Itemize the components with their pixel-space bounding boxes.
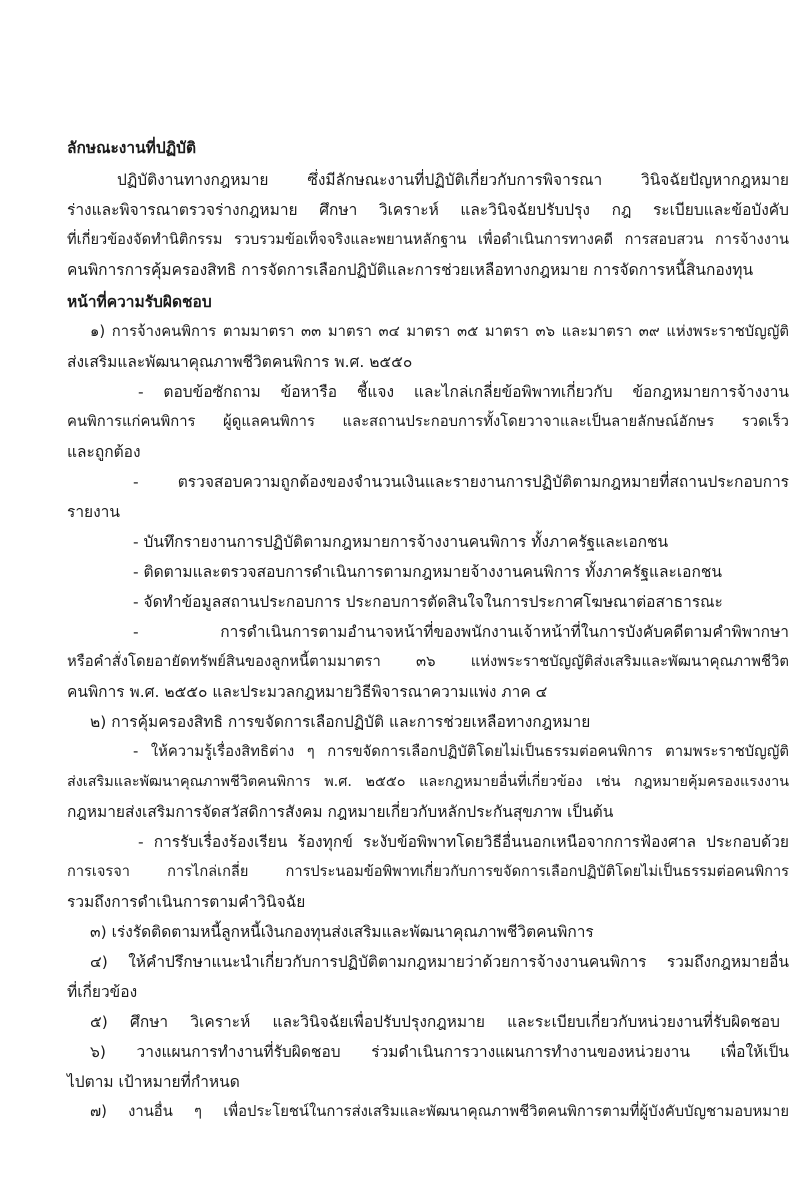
responsibilities-heading: หน้าที่ความรับผิดชอบ [67,293,212,311]
responsibility-line: การเจรจา การไกล่เกลี่ย การประนอมข้อพิพาทเกี่ยวกับการขจัดการเลือกปฏิบัติโดยไม่เป็นธรรมต่อคนพิการ [67,863,789,880]
responsibility-line: ๖) วางแผนการทำงานที่รับผิดชอบ ร่วมดำเนินการวางแผนการทำงานของหน่วยงาน เพื่อให้เป็น [90,1043,789,1061]
responsibility-line: ๓) เร่งรัดติดตามหนี้ลูกหนี้เงินกองทุนส่งเสริมและพัฒนาคุณภาพชีวิตคนพิการ [90,923,594,941]
responsibility-line: - บันทึกรายงานการปฏิบัติตามกฎหมายการจ้างงานคนพิการ ทั้งภาครัฐและเอกชน [133,533,669,551]
duties-line: ร่างและพิจารณาตรวจร่างกฎหมาย ศึกษา วิเคราะห์ และวินิจฉัยปรับปรุง กฎ ระเบียบและข้อบังคับ [67,201,789,219]
responsibility-line: คนพิการ พ.ศ. ๒๕๕๐ และประมวลกฎหมายวิธีพิจารณาความแพ่ง ภาค ๔ [67,683,548,701]
responsibility-line: กฎหมายส่งเสริมการจัดสวัสดิการสังคม กฎหมายเกี่ยวกับหลักประกันสุขภาพ เป็นต้น [67,803,614,821]
responsibility-line: คนพิการแก่คนพิการ ผู้ดูแลคนพิการ และสถานประกอบการทั้งโดยวาจาและเป็นลายลักษณ์อักษร รวดเร็ว [67,413,789,430]
responsibility-line: และถูกต้อง [67,443,141,461]
responsibility-line: - ตอบข้อซักถาม ข้อหารือ ชี้แจง และไกล่เกลี่ยข้อพิพาทเกี่ยวกับ ข้อกฎหมายการจ้างงาน [138,383,789,401]
responsibility-line: รวมถึงการดำเนินการตามคำวินิจฉัย [67,893,306,911]
responsibility-line: - การรับเรื่องร้องเรียน ร้องทุกข์ ระงับข้อพิพาทโดยวิธีอื่นนอกเหนือจากการฟ้องศาล ประกอบด้วย [138,833,789,851]
responsibility-line: ๑) การจ้างคนพิการ ตามมาตรา ๓๓ มาตรา ๓๔ มาตรา ๓๕ มาตรา ๓๖ และมาตรา ๓๙ แห่งพระราชบัญญัติ [90,323,789,340]
responsibility-line: ส่งเสริมและพัฒนาคุณภาพชีวิตคนพิการ พ.ศ. ๒๕๕๐ [67,353,413,371]
responsibility-line: - การดำเนินการตามอำนาจหน้าที่ของพนักงานเจ้าหน้าที่ในการบังคับคดีตามคำพิพากษา [133,623,789,641]
responsibility-line: หรือคำสั่งโดยอายัดทรัพย์สินของลูกหนี้ตามมาตรา ๓๖ แห่งพระราชบัญญัติส่งเสริมและพัฒนาคุณภาพชีวิต [67,653,789,670]
responsibility-line: ๒) การคุ้มครองสิทธิ การขจัดการเลือกปฏิบัติ และการช่วยเหลือทางกฎหมาย [90,713,591,731]
responsibility-line: ไปตาม เป้าหมายที่กำหนด [67,1073,240,1091]
duties-heading: ลักษณะงานที่ปฏิบัติ [67,139,197,157]
duties-line: ที่เกี่ยวข้องจัดทำนิติกรรม รวบรวมข้อเท็จจริงและพยานหลักฐาน เพื่อดำเนินการทางคดี การสอบสวน การจ้างงาน [67,231,789,248]
responsibility-line: - ตรวจสอบความถูกต้องของจำนวนเงินและรายงานการปฏิบัติตามกฎหมายที่สถานประกอบการ [133,473,789,491]
responsibility-line: - จัดทำข้อมูลสถานประกอบการ ประกอบการตัดสินใจในการประกาศโฆษณาต่อสาธารณะ [133,593,723,611]
responsibility-line: - ติดตามและตรวจสอบการดำเนินการตามกฎหมายจ้างงานคนพิการ ทั้งภาครัฐและเอกชน [133,563,722,581]
responsibility-line: ส่งเสริมและพัฒนาคุณภาพชีวิตคนพิการ พ.ศ. ๒๕๕๐ และกฎหมายอื่นที่เกี่ยวข้อง เช่น กฎหมายคุ้มครองแรงงาน [67,774,789,790]
responsibility-line: รายงาน [67,503,120,521]
duties-line: คนพิการการคุ้มครองสิทธิ การจัดการเลือกปฏิบัติและการช่วยเหลือทางกฎหมาย การจัดการหนี้สินกองทุน [67,261,754,279]
duties-line: ปฏิบัติงานทางกฎหมาย ซึ่งมีลักษณะงานที่ปฏิบัติเกี่ยวกับการพิจารณา วินิจฉัยปัญหากฎหมาย [117,171,789,189]
responsibility-line: ๗) งานอื่น ๆ เพื่อประโยชน์ในการส่งเสริมและพัฒนาคุณภาพชีวิตคนพิการตามที่ผู้บังคับบัญชามอบหมาย [90,1103,789,1120]
responsibility-line: - ให้ความรู้เรื่องสิทธิต่าง ๆ การขจัดการเลือกปฏิบัติโดยไม่เป็นธรรมต่อคนพิการ ตามพระราชบัญญัติ [133,743,789,760]
responsibility-line: ๕) ศึกษา วิเคราะห์ และวินิจฉัยเพื่อปรับปรุงกฎหมาย และระเบียบเกี่ยวกับหน่วยงานที่รับผิดชอบ [90,1013,780,1031]
responsibility-line: ที่เกี่ยวข้อง [67,983,138,1001]
responsibility-line: ๔) ให้คำปรึกษาแนะนำเกี่ยวกับการปฏิบัติตามกฎหมายว่าด้วยการจ้างงานคนพิการ รวมถึงกฎหมายอื่น [90,953,789,971]
